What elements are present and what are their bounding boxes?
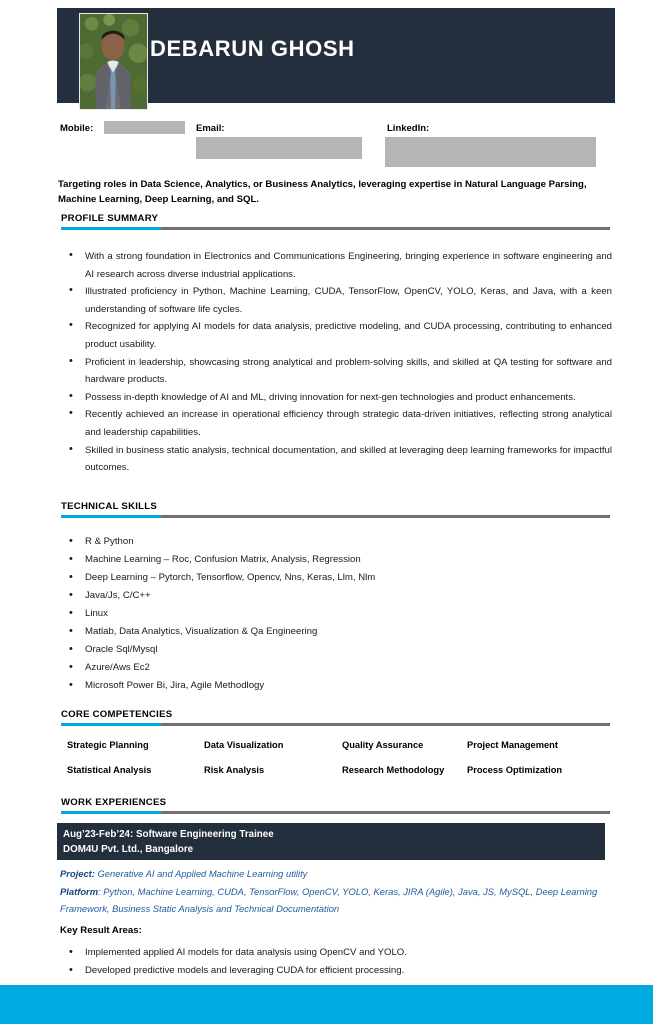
linkedin-label: LinkedIn: xyxy=(387,123,430,134)
section-header-technical-skills xyxy=(61,501,610,518)
competency-cell: Quality Assurance xyxy=(342,740,424,750)
key-result-areas-list xyxy=(60,944,612,980)
job-platform-line xyxy=(60,884,612,917)
competency-cell: Risk Analysis xyxy=(204,765,265,775)
competency-cell: Strategic Planning xyxy=(67,740,149,750)
list-item: • Microsoft Power Bi, Jira, Agile Methodlogy xyxy=(60,677,612,695)
competency-cell: Data Visualization xyxy=(204,740,284,750)
competency-row xyxy=(61,765,613,790)
list-item: • Java/Js, C/C++ xyxy=(60,587,612,605)
profile-summary-list xyxy=(60,248,612,477)
profile-photo xyxy=(79,13,148,110)
core-competencies-grid xyxy=(61,740,613,790)
competency-row xyxy=(61,740,613,765)
mobile-redaction xyxy=(104,121,185,134)
email-redaction xyxy=(196,137,362,159)
key-result-areas-label: Key Result Areas: xyxy=(60,925,142,936)
linkedin-redaction xyxy=(385,137,596,167)
list-item: • Matlab, Data Analytics, Visualization & Qa Engineering xyxy=(60,623,612,641)
targeting-statement: Targeting roles in Data Science, Analytics, or Business Analytics, leveraging expertise in Natural Language Parsing, Machine Learning, Deep Learning, and SQL. xyxy=(58,179,587,205)
section-header-profile-summary xyxy=(61,213,610,230)
contact-row xyxy=(0,118,653,168)
competency-cell: Statistical Analysis xyxy=(67,765,152,775)
section-title: PROFILE SUMMARY xyxy=(61,213,159,224)
competency-cell: Project Management xyxy=(467,740,558,750)
competency-cell: Research Methodology xyxy=(342,765,445,775)
list-item: • Recognized for applying AI models for data analysis, predictive modeling, and CUDA processing, contributing to enhanced product usability. xyxy=(60,318,612,353)
job-period-role: Aug’23-Feb’24: Software Engineering Trainee xyxy=(63,829,274,840)
mobile-label: Mobile: xyxy=(60,123,94,134)
section-rule xyxy=(61,515,610,518)
list-item: • Linux xyxy=(60,605,612,623)
list-item: • Illustrated proficiency in Python, Machine Learning, CUDA, TensorFlow, OpenCV, YOLO, Keras, and Java, with a keen understanding of software life cycles. xyxy=(60,283,612,318)
list-item: • Machine Learning – Roc, Confusion Matrix, Analysis, Regression xyxy=(60,551,612,569)
list-item: • Developed predictive models and leveraging CUDA for efficient processing. xyxy=(60,962,612,980)
list-item: • Proficient in leadership, showcasing strong analytical and problem-solving skills, and skilled at QA testing for software and hardware products. xyxy=(60,354,612,389)
section-header-core-competencies xyxy=(61,709,610,726)
section-title: CORE COMPETENCIES xyxy=(61,709,173,720)
job-platform-value: : Python, Machine Learning, CUDA, TensorFlow, OpenCV, YOLO, Keras, JIRA (Agile), Java, JS, MySQL, Deep Learning Framework, Business Static Analysis and Technical Documentation xyxy=(60,886,598,914)
list-item: • R & Python xyxy=(60,533,612,551)
section-header-work-experiences xyxy=(61,797,610,814)
job-banner xyxy=(57,823,605,860)
job-platform-label: Platform xyxy=(60,886,99,897)
page-title: DEBARUN GHOSH xyxy=(150,36,355,61)
section-title: WORK EXPERIENCES xyxy=(61,797,167,808)
job-project-label: Project: xyxy=(60,868,95,879)
section-rule xyxy=(61,811,610,814)
profile-photo-illustration xyxy=(80,14,147,109)
competency-cell: Process Optimization xyxy=(467,765,563,775)
footer-accent-bar xyxy=(0,985,653,1024)
section-title: TECHNICAL SKILLS xyxy=(61,501,158,512)
job-project-value: Generative AI and Applied Machine Learning utility xyxy=(97,868,308,879)
list-item: • Recently achieved an increase in operational efficiency through strategic data-driven initiatives, reflecting strong analytical and leadership capabilities. xyxy=(60,406,612,441)
section-rule xyxy=(61,227,610,230)
list-item: • Skilled in business static analysis, technical documentation, and skilled at leveraging deep learning frameworks for impactful outcomes. xyxy=(60,442,612,477)
email-label: Email: xyxy=(196,123,225,134)
technical-skills-list xyxy=(60,533,612,695)
section-rule xyxy=(61,723,610,726)
list-item: • Oracle Sql/Mysql xyxy=(60,641,612,659)
list-item: • Azure/Aws Ec2 xyxy=(60,659,612,677)
job-company: DOM4U Pvt. Ltd., Bangalore xyxy=(63,844,194,855)
list-item: • Deep Learning – Pytorch, Tensorflow, Opencv, Nns, Keras, Llm, Nlm xyxy=(60,569,612,587)
job-project-line xyxy=(60,866,612,883)
list-item: • Possess in-depth knowledge of AI and ML, driving innovation for next-gen technologies and product enhancements. xyxy=(60,389,612,407)
list-item: • Implemented applied AI models for data analysis using OpenCV and YOLO. xyxy=(60,944,612,962)
list-item: • With a strong foundation in Electronics and Communications Engineering, bringing experience in software engineering and AI research across diverse industrial applications. xyxy=(60,248,612,283)
